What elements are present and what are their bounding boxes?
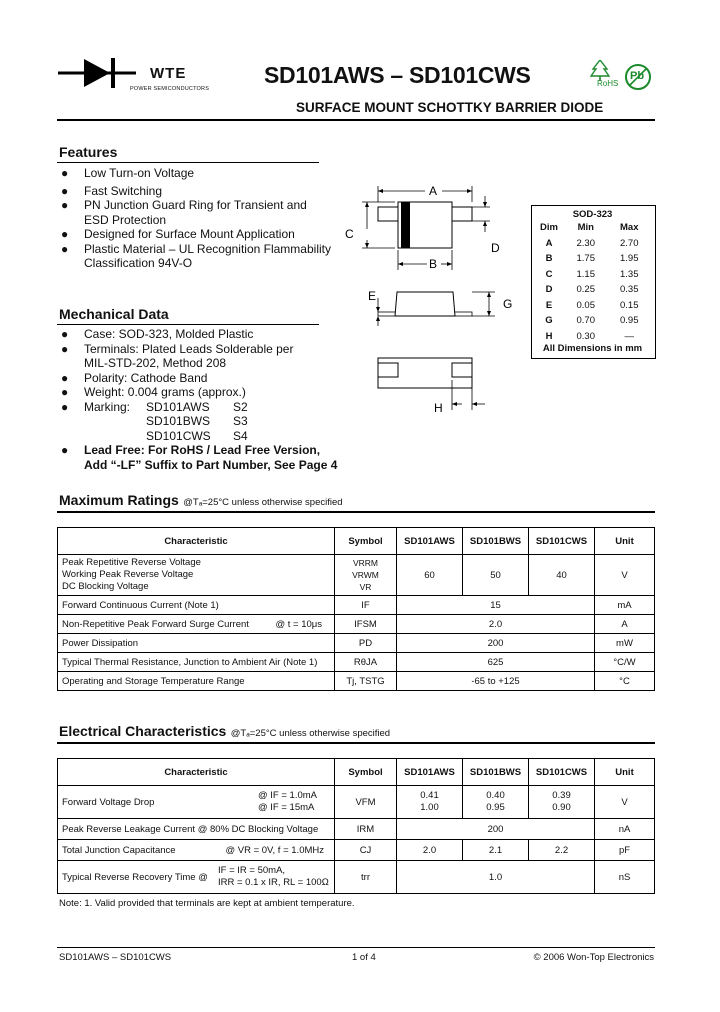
footer-copyright: © 2006 Won-Top Electronics [533,952,654,963]
table-row: Non-Repetitive Peak Forward Surge Current @ t = 10μs IFSM 2.0 A [58,615,655,634]
table-header-row: Characteristic Symbol SD101AWS SD101BWS SD101CWS Unit [58,759,655,786]
feature-item: ● PN Junction Guard Ring for Transient and ESD Protection [61,198,307,227]
package-outline-diagram [345,180,515,420]
features-divider [57,162,319,163]
dim-row: B 1.75 1.95 [545,253,639,265]
table-row: Peak Reverse Leakage Current @ 80% DC Blocking Voltage IRM 200 nA [58,819,655,840]
pb-label: Pb [630,70,645,82]
mech-terminals: ● Terminals: Plated Leads Solderable per MIL-STD-202, Method 208 [61,341,294,370]
dim-row: C 1.15 1.35 [545,268,639,280]
max-ratings-table [57,527,655,691]
feature-item: ● Plastic Material – UL Recognition Flammability Classification 94V-O [61,241,331,270]
max-ratings-divider [57,511,655,513]
pb-free-badge [624,63,652,91]
table-row: Power Dissipation PD 200 mW [58,634,655,653]
table-row: Typical Reverse Recovery Time @ IF = IR = 50mA, IRR = 0.1 x IR, RL = 100Ω trr 1.0 nS [58,861,655,894]
mech-lead-free: ● Lead Free: For RoHS / Lead Free Version, Add “-LF” Suffix to Part Number, See Page 4 [61,443,338,472]
logo-text: WTE [150,65,187,82]
footer-divider [57,947,655,948]
mech-case: ● Case: SOD-323, Molded Plastic [61,327,254,341]
dim-row: H 0.30 — [545,330,634,342]
features-list [59,166,359,271]
mechanical-list [59,327,379,472]
table-row: Typical Thermal Resistance, Junction to Ambient Air (Note 1) RθJA 625 °C/W [58,653,655,672]
dim-label-h: H [434,401,443,415]
max-ratings-heading: Maximum Ratings @Tₐ=25°C unless otherwise specified [59,492,343,508]
dim-row: E 0.05 0.15 [545,299,639,311]
page-subtitle: SURFACE MOUNT SCHOTTKY BARRIER DIODE [296,100,604,115]
table-row: Forward Continuous Current (Note 1) IF 15 mA [58,596,655,615]
dim-label-g: G [503,297,513,311]
dim-label-c: C [345,227,354,241]
table-row: Operating and Storage Temperature Range Tj, TSTG -65 to +125 °C [58,672,655,691]
dim-header-row: Dim Min Max [540,222,639,234]
dim-row: A 2.30 2.70 [545,237,639,249]
rohs-label: RoHS [597,79,619,88]
dimensions-footnote: All Dimensions in mm [542,343,643,354]
cathode-band [401,202,410,248]
electrical-divider [57,742,655,744]
footer-page-number: 1 of 4 [352,952,376,963]
header-divider [57,119,655,121]
dimensions-table [534,220,651,344]
part-title: SD101AWS – SD101CWS [264,62,531,88]
mechanical-heading: Mechanical Data [59,306,169,322]
features-heading: Features [59,144,118,160]
diode-logo-icon [58,55,136,91]
feature-item: ● Low Turn-on Voltage [61,166,195,180]
mech-weight: ● Weight: 0.004 grams (approx.) [61,385,246,399]
dim-row: G 0.70 0.95 [545,315,639,327]
table-row: Peak Repetitive Reverse Voltage Working Peak Reverse Voltage DC Blocking Voltage VRRM VRWM VR 60 50 40 V [58,555,655,596]
company-logo [58,55,208,95]
dim-label-d: D [491,241,500,255]
dim-label-e: E [368,289,377,303]
dimensions-package-label: SOD-323 [572,209,613,220]
feature-item: ● Fast Switching [61,183,163,198]
logo-subtext: POWER SEMICONDUCTORS [130,86,210,92]
dim-label-a: A [429,184,438,198]
electrical-table [57,758,655,894]
mechanical-divider [57,324,319,325]
table-row: Total Junction Capacitance @ VR = 0V, f = 1.0MHz CJ 2.0 2.1 2.2 pF [58,840,655,861]
feature-item: ● Designed for Surface Mount Application [61,227,295,241]
mech-polarity: ● Polarity: Cathode Band [61,370,208,385]
footer-part: SD101AWS – SD101CWS [59,952,172,963]
mech-marking: ● Marking: SD101AWS S2 SD101BWS S3 SD101CWS S4 [61,399,248,443]
dim-label-b: B [429,257,438,271]
table-row: Forward Voltage Drop @ IF = 1.0mA @ IF = 15mA VFM 0.41 1.00 0.40 0.95 0.39 0.90 V [58,786,655,819]
table-note: Note: 1. Valid provided that terminals are kept at ambient temperature. [59,898,355,909]
table-header-row: Characteristic Symbol SD101AWS SD101BWS SD101CWS Unit [58,528,655,555]
electrical-heading: Electrical Characteristics @Tₐ=25°C unless otherwise specified [59,723,391,739]
rohs-badge [588,60,622,94]
dim-row: D 0.25 0.35 [545,284,639,296]
